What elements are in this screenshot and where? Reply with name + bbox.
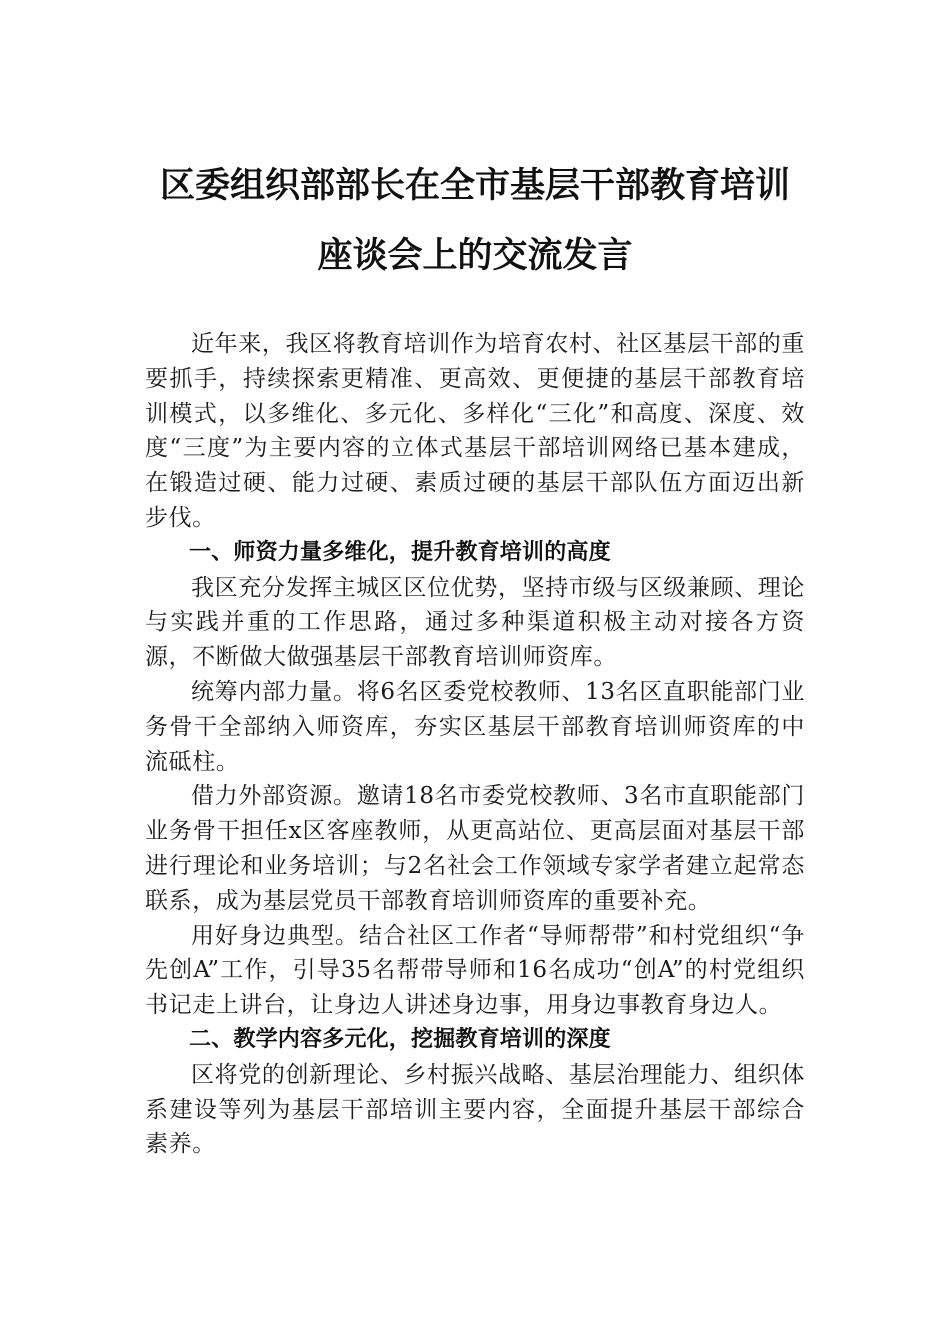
- document-body: [145, 327, 805, 1162]
- paragraph-local-examples: 用好身边典型。结合社区工作者“导师帮带”和村党组织“争先创A”工作，引导35名帮带导师和16名成功“创A”的村党组织书记走上讲台，让身边人讲述身边事，用身边事教育身边人。: [145, 922, 805, 1019]
- document-title-line-1: 区委组织部部长在全市基层干部教育培训: [159, 165, 790, 206]
- paragraph-internal-strength: 统筹内部力量。将6名区委党校教师、13名区直职能部门业务骨干全部纳入师资库，夯实区基层干部教育培训师资库的中流砥柱。: [145, 678, 805, 775]
- section-heading-1: 一、师资力量多维化，提升教育培训的高度: [189, 539, 611, 565]
- paragraph-external-resources: 借力外部资源。邀请18名市委党校教师、3名市直职能部门业务骨干担任x区客座教师，从更高站位、更高层面对基层干部进行理论和业务培训；与2名社会工作领域专家学者建立起常态联系，成为基层党员干部教育培训师资库的重要补充。: [145, 783, 805, 914]
- document-title-line-2: 座谈会上的交流发言: [317, 235, 633, 276]
- paragraph-section2-intro: 区将党的创新理论、乡村振兴战略、基层治理能力、组织体系建设等列为基层干部培训主要内容，全面提升基层干部综合素养。: [145, 1061, 805, 1158]
- paragraph-intro: 近年来，我区将教育培训作为培育农村、社区基层干部的重要抓手，持续探索更精准、更高效、更便捷的基层干部教育培训模式，以多维化、多元化、多样化“三化”和高度、深度、效度“三度”为主要内容的立体式基层干部培训网络已基本建成，在锻造过硬、能力过硬、素质过硬的基层干部队伍方面迈出新步伐。: [145, 331, 805, 531]
- paragraph-section1-intro: 我区充分发挥主城区区位优势，坚持市级与区级兼顾、理论与实践并重的工作思路，通过多种渠道积极主动对接各方资源，不断做大做强基层干部教育培训师资库。: [145, 574, 805, 671]
- section-heading-2: 二、教学内容多元化，挖掘教育培训的深度: [189, 1026, 611, 1052]
